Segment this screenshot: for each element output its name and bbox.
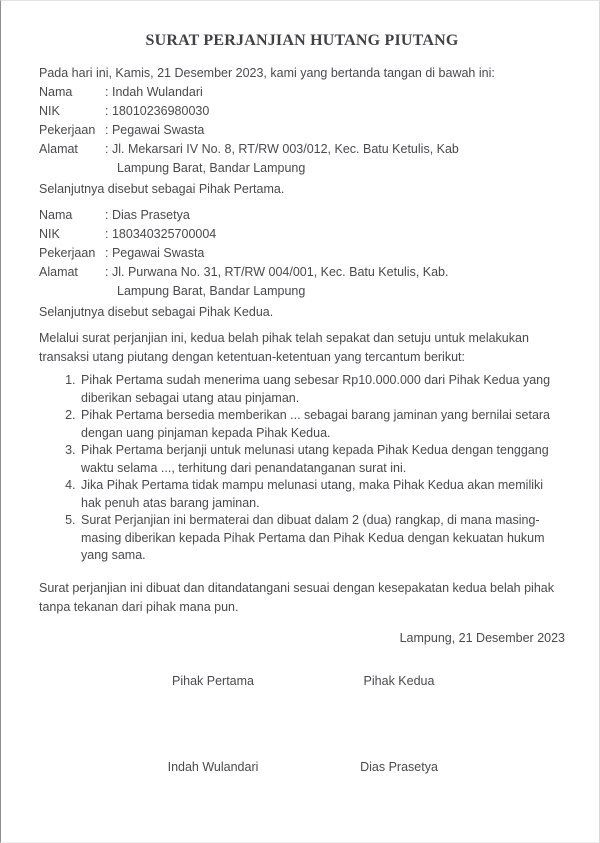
term-item-1: 1. Pihak Pertama sudah menerima uang sebesar Rp10.000.000 dari Pihak Kedua yang diberikan sebagai utang atau pinjaman. [79, 372, 565, 407]
field-row-nama [39, 206, 565, 225]
field-row-nik [39, 102, 565, 121]
field-row-pekerjaan [39, 244, 565, 263]
party-second-section [39, 206, 565, 322]
field-row-alamat [39, 140, 565, 178]
field-value: : Pegawai Swasta [105, 123, 205, 137]
field-label: Alamat [39, 142, 78, 156]
page-title: SURAT PERJANJIAN HUTANG PIUTANG [145, 32, 459, 49]
designation-pihak-kedua: Selanjutnya disebut sebagai Pihak Kedua. [39, 305, 274, 319]
term-item-2: 2. Pihak Pertama bersedia memberikan ... sebagai barang jaminan yang bernilai setara dengan uang pinjaman kepada Pihak Kedua. [79, 407, 565, 442]
address-line-2: Lampung Barat, Bandar Lampung [117, 161, 306, 175]
intro-paragraph: Pada hari ini, Kamis, 21 Desember 2023, kami yang bertanda tangan di bawah ini: [39, 66, 495, 80]
designation-pihak-pertama: Selanjutnya disebut sebagai Pihak Pertama. [39, 182, 285, 196]
address-line-1: : Jl. Mekarsari IV No. 8, RT/RW 003/012, Kec. Batu Ketulis, Kab [105, 142, 459, 156]
closing-paragraph: Surat perjanjian ini dibuat dan ditandatangani sesuai dengan kesepakatan kedua belah pihak tanpa tekanan dari pihak mana pun. [39, 580, 554, 614]
field-row-nama [39, 83, 565, 102]
field-value: : Pegawai Swasta [105, 246, 205, 260]
field-label: Nama [39, 208, 73, 222]
signature-name-first: Indah Wulandari [167, 760, 259, 774]
field-value: : Dias Prasetya [105, 208, 190, 222]
field-row-nik [39, 225, 565, 244]
field-value: : 18010236980030 [105, 104, 210, 118]
field-value [105, 140, 565, 178]
term-item-3: 3. Pihak Pertama berjanji untuk melunasi utang kepada Pihak Kedua dengan tenggang waktu selama ..., terhitung dari penandatanganan surat ini. [79, 442, 565, 477]
dateline: Lampung, 21 Desember 2023 [399, 631, 565, 645]
term-item-5: 5. Surat Perjanjian ini bermaterai dan dibuat dalam 2 (dua) rangkap, di mana masing-masing diberikan kepada Pihak Pertama dan Pihak Kedua dengan kekuatan hukum yang sama. [79, 512, 565, 565]
field-value: : 180340325700004 [105, 227, 217, 241]
address-line-2: Lampung Barat, Bandar Lampung [117, 284, 306, 298]
field-value [105, 263, 565, 301]
signature-column-second [309, 672, 489, 777]
field-label: Pekerjaan [39, 123, 96, 137]
field-label: Nama [39, 85, 73, 99]
field-value: : Indah Wulandari [105, 85, 203, 99]
field-label: Pekerjaan [39, 246, 96, 260]
field-row-pekerjaan [39, 121, 565, 140]
field-label: NIK [39, 227, 60, 241]
field-label: Alamat [39, 265, 78, 279]
signature-role-second: Pihak Kedua [363, 674, 435, 688]
signature-block [39, 672, 565, 777]
field-row-alamat [39, 263, 565, 301]
term-item-4: 4. Jika Pihak Pertama tidak mampu melunasi utang, maka Pihak Kedua akan memiliki hak penuh atas barang jaminan. [79, 477, 565, 512]
signature-role-first: Pihak Pertama [172, 674, 254, 688]
signature-name-second: Dias Prasetya [360, 760, 438, 774]
agreement-intro-paragraph: Melalui surat perjanjian ini, kedua belah pihak telah sepakat dan setuju untuk melakukan transaksi utang piutang dengan ketentuan-ketentuan yang tercantum berikut: [39, 331, 529, 364]
signature-column-first [123, 672, 303, 777]
field-label: NIK [39, 104, 60, 118]
address-line-1: : Jl. Purwana No. 31, RT/RW 004/001, Kec. Batu Ketulis, Kab. [105, 265, 449, 279]
terms-list [39, 372, 565, 565]
party-first-section [39, 83, 565, 199]
